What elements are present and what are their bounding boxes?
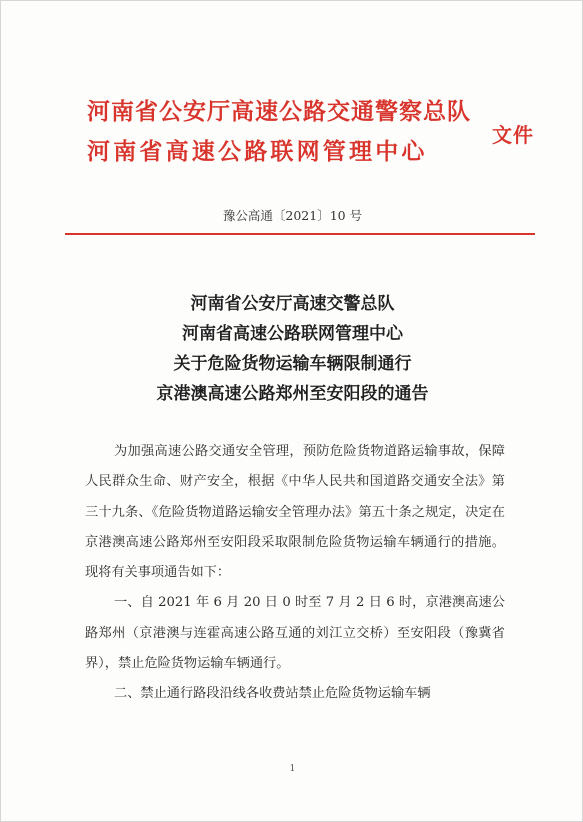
document-number: 豫公高通〔2021〕10 号 <box>222 208 363 223</box>
body-paragraph: 为加强高速公路交通安全管理，预防危险货物道路运输事故，保障人民群众生命、财产安全，根据《中华人民共和国道路交通安全法》第三十九条、《危险货物道路运输安全管理办法》第五十条之规定，决定在京港澳高速公路郑州至安阳段采取限制危险货物运输车辆通行的措施。现将有关事项通告如下： <box>85 444 505 581</box>
letterhead <box>87 93 557 173</box>
notice-body <box>85 437 505 710</box>
body-paragraph: 一、自 2021 年 6 月 20 日 0 时至 7 月 2 日 6 时，京港澳高速公路郑州（京港澳与连霍高速公路互通的刘江立交桥）至安阳段（豫冀省界），禁止危险货物运输车辆通行。 <box>85 595 505 672</box>
red-divider <box>65 233 535 235</box>
title-line: 关于危险货物运输车辆限制通行 <box>173 354 412 374</box>
page-number: 1 <box>289 764 296 774</box>
title-line: 河南省高速公路联网管理中心 <box>182 324 403 344</box>
title-line: 河南省公安厅高速交警总队 <box>190 294 395 314</box>
body-paragraph: 二、禁止通行路段沿线各收费站禁止危险货物运输车辆 <box>114 686 431 702</box>
title-line: 京港澳高速公路郑州至安阳段的通告 <box>156 384 429 404</box>
file-label: 文件 <box>492 123 534 147</box>
issuing-org-1: 河南省公安厅高速公路交通警察总队 <box>87 99 471 125</box>
issuing-org-2: 河南省高速公路联网管理中心 <box>87 139 428 165</box>
notice-title <box>1 289 583 409</box>
